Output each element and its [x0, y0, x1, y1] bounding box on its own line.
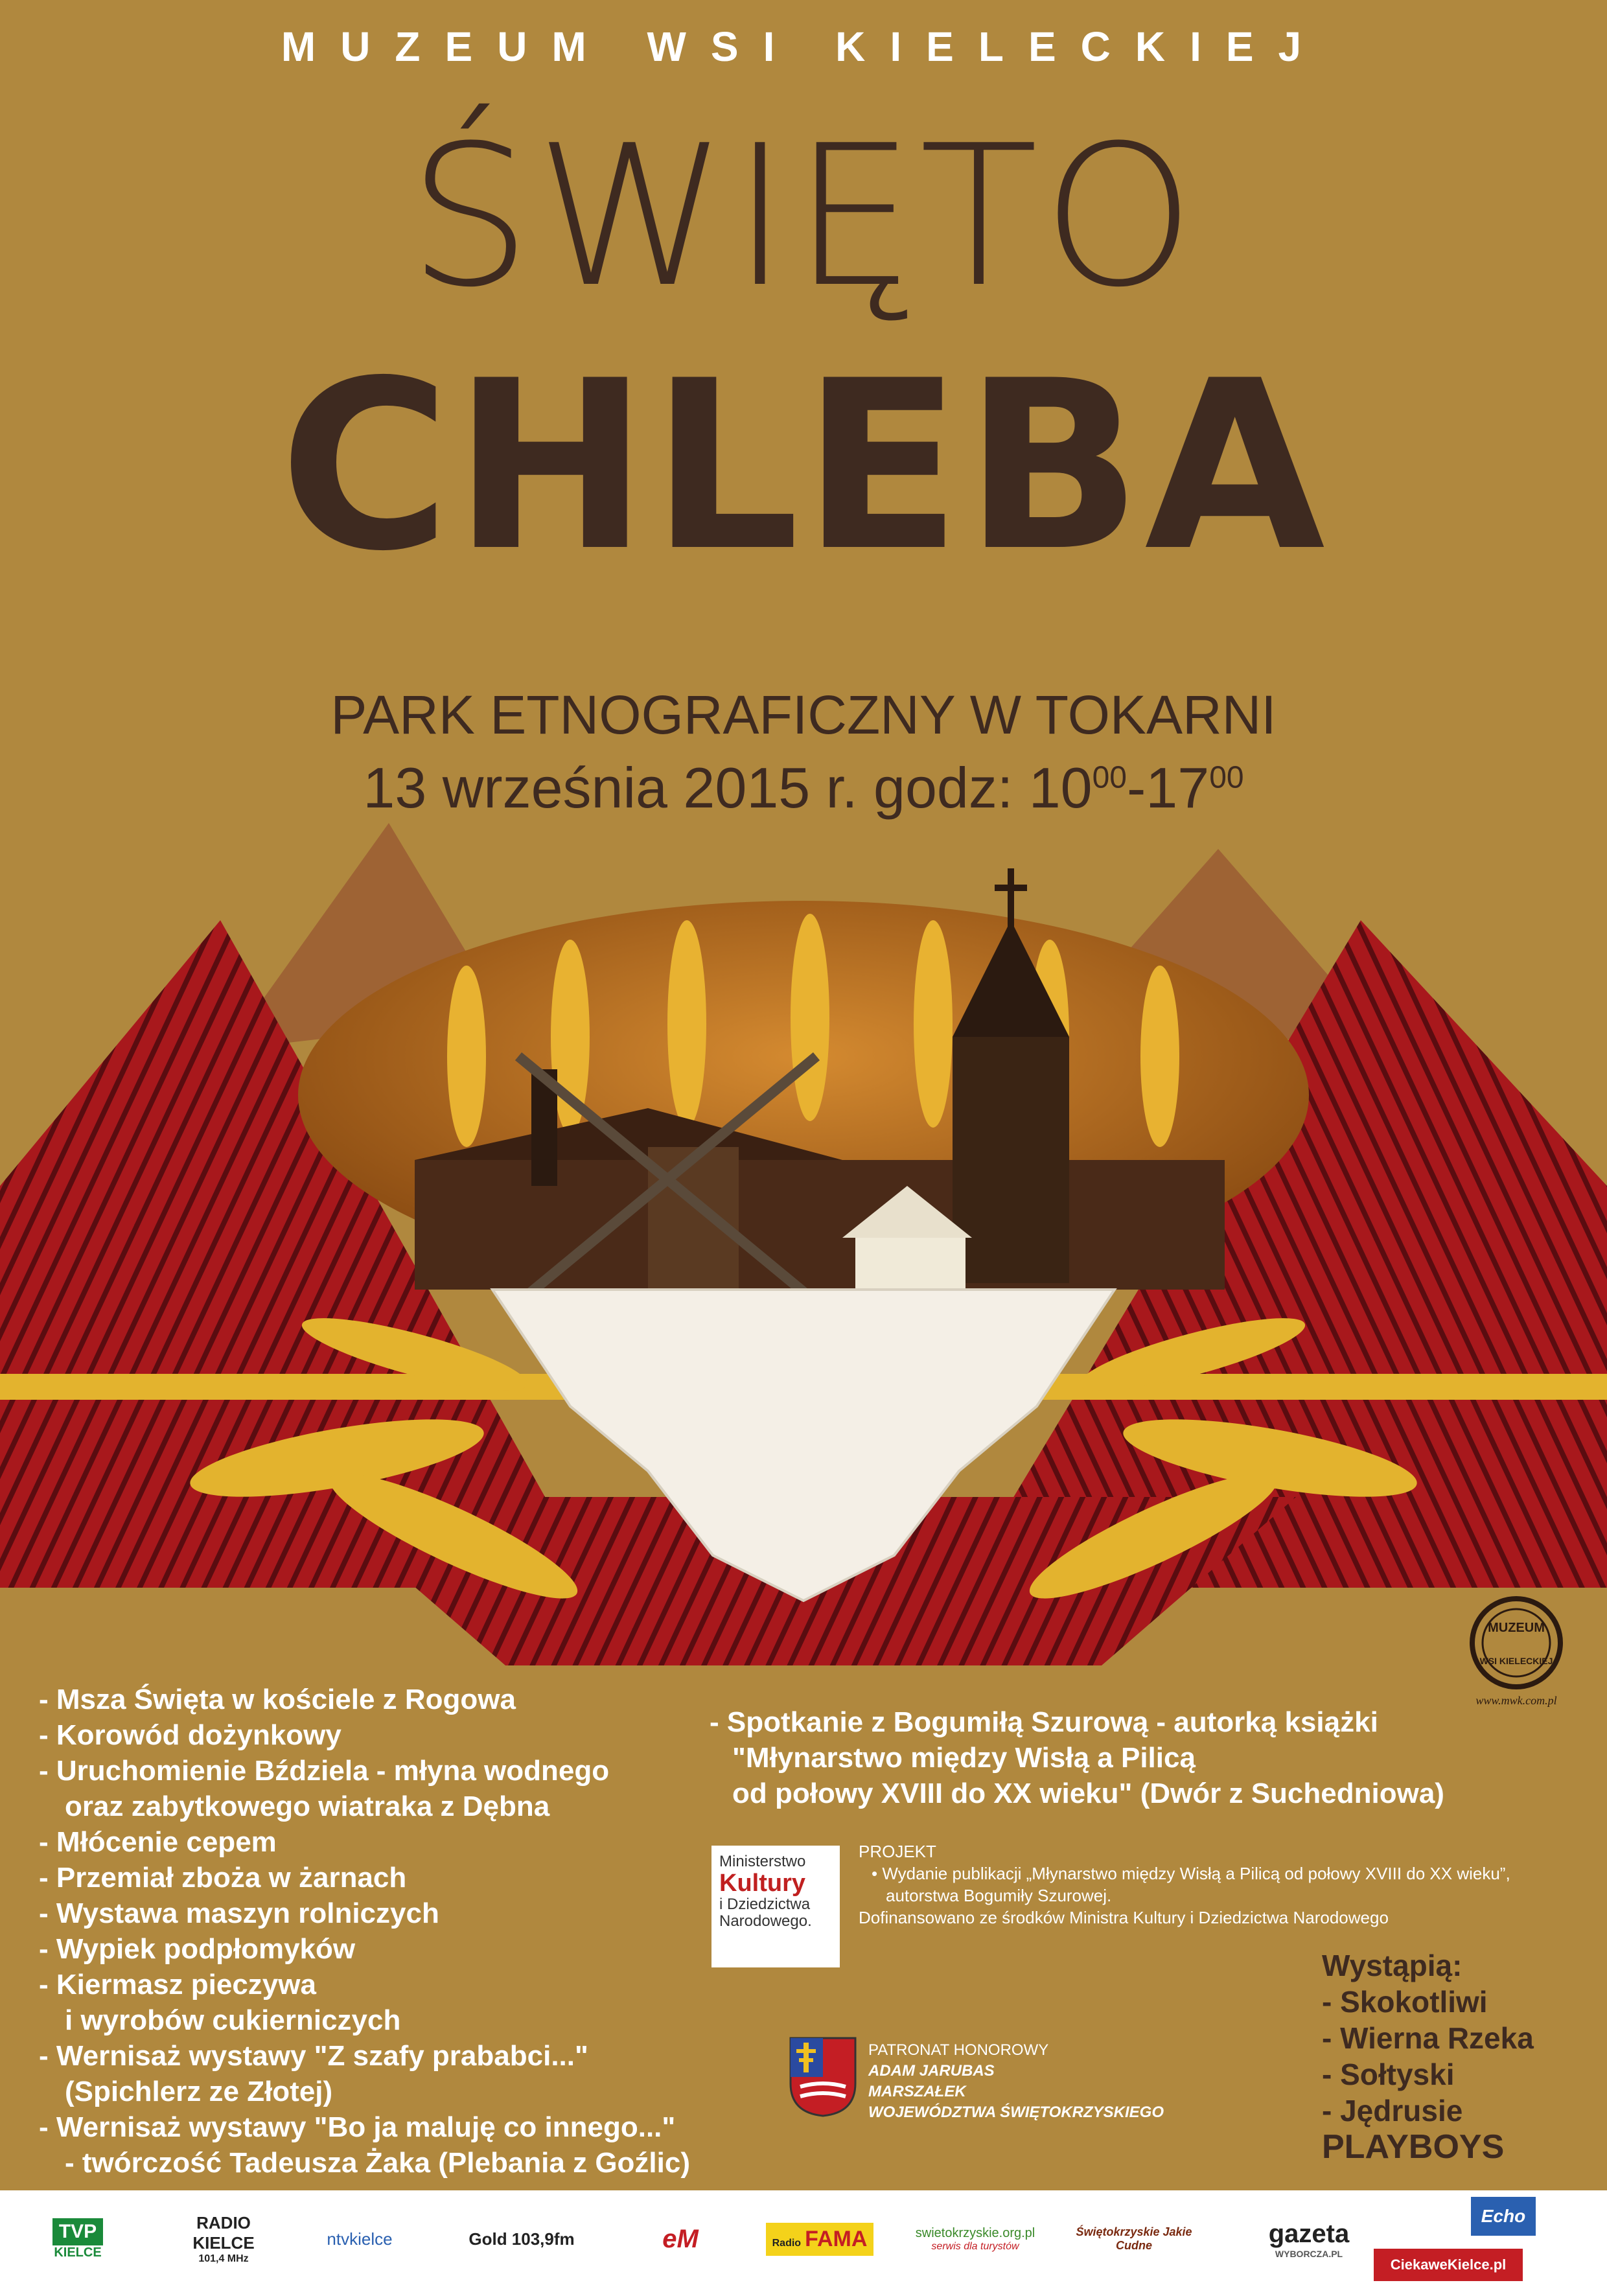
fama-pre: Radio: [772, 2237, 802, 2249]
performer-item: - Wierna Rzeka: [1322, 2021, 1534, 2055]
logo-jakie-cudne: Świętokrzyskie Jakie Cudne: [1076, 2225, 1192, 2252]
logo-gazeta: [1238, 2200, 1380, 2278]
project-bullet: • Wydanie publikacji „Młynarstwo między Wisłą a Pilicą od połowy XVIII do XX wieku”,: [872, 1864, 1510, 1883]
performer-item: - Skokotliwi: [1322, 1985, 1488, 2019]
honorary-patron: [868, 2040, 1322, 2123]
museum-name: MUZEUM WSI KIELECKIEJ: [281, 23, 1326, 70]
program-item: - Uruchomienie Bździela - młyna wodnego: [39, 1755, 610, 1787]
program-item: - twórczość Tadeusza Żaka (Plebania z Goźlic): [65, 2147, 690, 2179]
title-chleba: CHLEBA: [279, 330, 1328, 602]
swietokrzyskie-text: swietokrzyskie.org.pl: [915, 2225, 1035, 2240]
ministry-line4: Narodowego.: [719, 1912, 812, 1930]
program-item: - Kiermasz pieczywa: [39, 1969, 316, 2000]
program-item: oraz zabytkowego wiatraka z Dębna: [65, 1791, 550, 1822]
program-item: - Przemiał zboża w żarnach: [39, 1862, 407, 1894]
coat-of-arms-icon: [787, 2035, 859, 2119]
stamp-bottom: WSI KIELECKIEJ: [1479, 1656, 1553, 1666]
ministry-line1: Ministerstwo: [719, 1853, 806, 1870]
date-sup-end: 00: [1209, 760, 1244, 795]
performer-headliner: PLAYBOYS: [1322, 2128, 1505, 2166]
program-item: - Wypiek podpłomyków: [39, 1933, 356, 1965]
swietokrzyskie-sub: serwis dla turystów: [931, 2240, 1019, 2252]
date-separator: -17: [1127, 756, 1210, 820]
program-list: [39, 1682, 752, 2181]
gazeta-text: gazeta: [1268, 2219, 1350, 2248]
logo-radio-kielce: [165, 2200, 282, 2278]
program-item: (Spichlerz ze Złotej): [65, 2076, 333, 2107]
date-sup-start: 00: [1092, 760, 1127, 795]
gazeta-sub: WYBORCZA.PL: [1275, 2248, 1343, 2259]
project-bullet2: autorstwa Bogumiły Szurowej.: [886, 1886, 1112, 1905]
fama-text: FAMA: [805, 2226, 868, 2251]
project-bullet-text: Wydanie publikacji „Młynarstwo między Wisłą a Pilicą od połowy XVIII do XX wieku”,: [882, 1864, 1510, 1883]
tvp-sub: KIELCE: [54, 2245, 102, 2260]
logo-tvp-kielce: [36, 2200, 120, 2278]
ministry-logo: [711, 1846, 840, 1967]
logo-em: eM: [662, 2224, 699, 2253]
ministry-line2: Kultury: [719, 1870, 805, 1897]
patron-heading: PATRONAT HONOROWY: [868, 2041, 1049, 2059]
radio-kielce-text: RADIO KIELCE: [192, 2213, 255, 2253]
project-funding: Dofinansowano ze środków Ministra Kultury i Dziedzictwa Narodowego: [859, 1908, 1389, 1927]
meeting-line: - Spotkanie z Bogumiłą Szurową - autorką książki: [710, 1706, 1378, 1738]
stamp-top: MUZEUM: [1488, 1621, 1545, 1635]
performers-heading: Wystąpią:: [1322, 1949, 1462, 1982]
ministry-line3: i Dziedzictwa: [719, 1896, 811, 1913]
program-item: - Wernisaż wystawy "Bo ja maluję co innego...": [39, 2111, 676, 2143]
logo-ntv: ntvkielce: [327, 2229, 393, 2249]
radio-kielce-freq: 101,4 MHz: [198, 2253, 249, 2264]
meeting-line: od połowy XVIII do XX wieku" (Dwór z Suchedniowa): [732, 1778, 1444, 1809]
bread-illustration: [0, 823, 1607, 1678]
title-swieto: ŚWIĘTO: [408, 104, 1199, 330]
patron-region: WOJEWÓDZTWA ŚWIĘTOKRZYSKIEGO: [868, 2104, 1164, 2121]
patron-name: ADAM JARUBAS: [868, 2062, 995, 2080]
logo-echo: Echo: [1471, 2197, 1536, 2236]
program-item: - Młócenie cepem: [39, 1826, 277, 1858]
patron-role: MARSZAŁEK: [868, 2083, 966, 2100]
performers: [1322, 1947, 1594, 2165]
program-item: - Msza Święta w kościele z Rogowa: [39, 1684, 516, 1715]
tvp-text: TVP: [52, 2218, 103, 2245]
performer-item: - Sołtyski: [1322, 2058, 1455, 2091]
logo-radio-fama: [765, 2200, 875, 2278]
logo-swietokrzyskie: [917, 2200, 1034, 2278]
meeting-line: "Młynarstwo między Wisłą a Pilicą: [732, 1742, 1196, 1774]
program-item: - Wernisaż wystawy "Z szafy prababci...": [39, 2040, 588, 2072]
event-date: [0, 755, 1607, 821]
stamp-url: www.mwk.com.pl: [1475, 1694, 1557, 1707]
date-main: 13 września 2015 r. godz: 10: [363, 756, 1093, 820]
project-heading: PROJEKT: [859, 1842, 936, 1861]
program-item: i wyrobów cukierniczych: [65, 2004, 401, 2036]
logo-ciekawe-kielce: CiekaweKielce.pl: [1374, 2249, 1523, 2281]
project-info: [859, 1840, 1571, 1929]
venue: PARK ETNOGRAFICZNY W TOKARNI: [330, 684, 1277, 745]
program-item: - Wystawa maszyn rolniczych: [39, 1897, 439, 1929]
program-item: - Korowód dożynkowy: [39, 1719, 341, 1751]
museum-stamp: [1445, 1594, 1588, 1711]
logo-gold-fm: Gold 103,9fm: [468, 2229, 575, 2249]
performer-item: - Jędrusie: [1322, 2094, 1463, 2128]
author-meeting: [710, 1704, 1520, 1811]
